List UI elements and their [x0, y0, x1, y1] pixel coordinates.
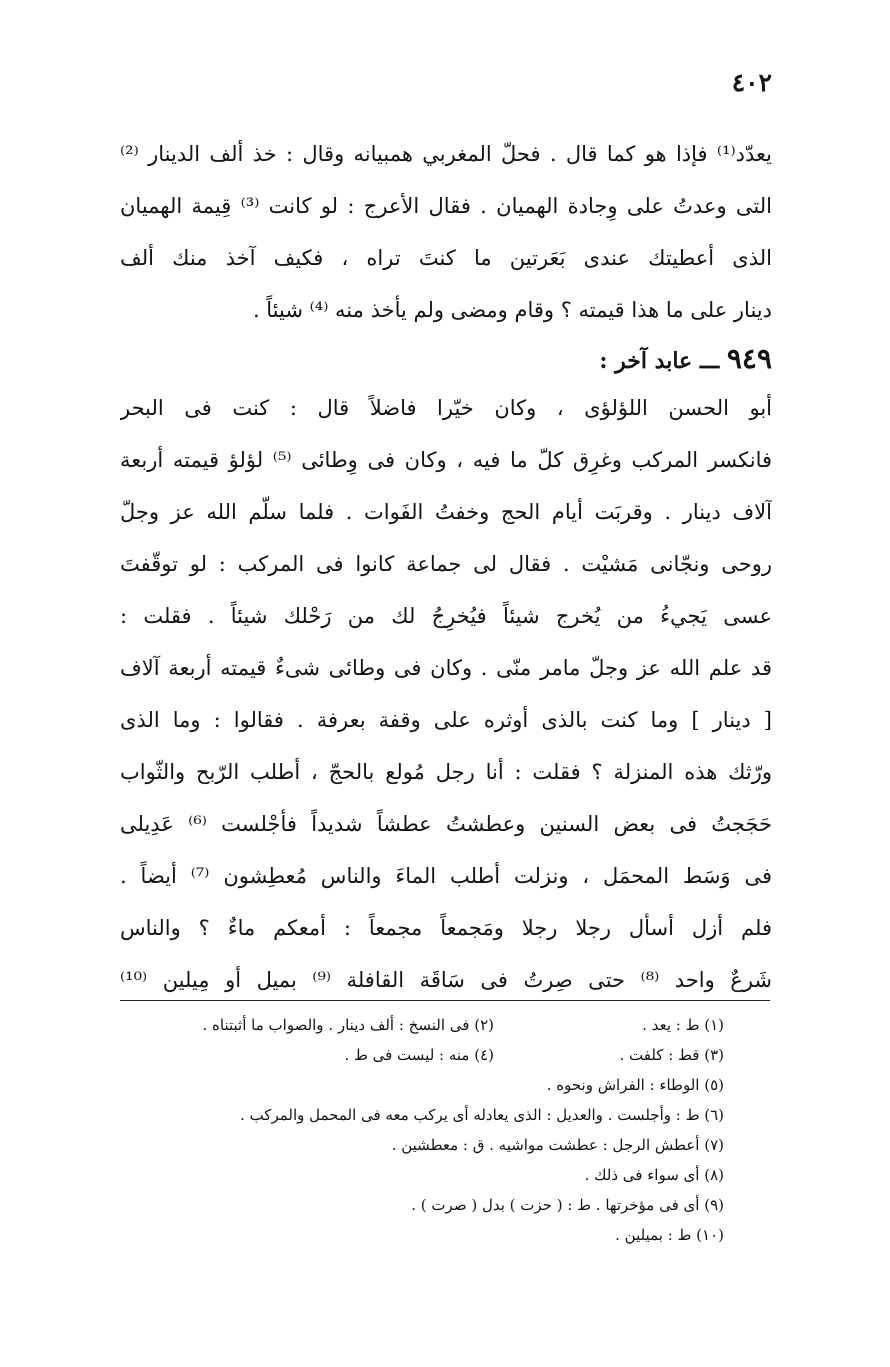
text-line: حَجَجتُ فى بعض السنين وعطشتُ عطشاً شديداً فأجْلست ⁽⁶⁾ عَدِيلى: [120, 812, 772, 836]
footnote: (٣) قط : كلفت .: [619, 1046, 724, 1064]
footnote: (١) ط : يعد .: [642, 1016, 724, 1034]
section-dash: ـــ: [699, 348, 720, 374]
footnote-row: [120, 1040, 724, 1070]
footnote-row: [120, 1010, 724, 1040]
footnote: (٨) أى سواء فى ذلك .: [584, 1166, 724, 1184]
footnote: (٧) أعطش الرجل : عطشت مواشيه . ق : معطشين .: [391, 1136, 724, 1154]
text-line: آلاف دينار . وقربَت أيام الحج وخفتُ الفَوات . فلما سلّم الله عز وجلّ: [120, 500, 772, 524]
text-line: الذى أعطيتك عندى بَعَرتين ما كنتَ تراه ، فكيف آخذ منك ألف: [120, 246, 772, 270]
footnote: (٥) الوطاء : الفراش ونحوه .: [546, 1076, 724, 1094]
page-number: ٤٠٢: [731, 68, 772, 97]
text-line: روحى ونجّانى مَشيْت . فقال لى جماعة كانوا فى المركب : لو توقّفتَ: [120, 552, 772, 576]
text-line: فلم أزل أسأل رجلا رجلا ومَجمعاً مجمعاً : أمعكم ماءٌ ؟ والناس: [120, 916, 772, 940]
text-line: التى وعدتُ على وِجادة الهميان . فقال الأعرج : لو كانت ⁽³⁾ قِيمة الهميان: [120, 194, 772, 218]
footnote: (٢) فى النسخ : ألف دينار . والصواب ما أثبتناه .: [202, 1016, 494, 1034]
section-title: عابد آخر :: [599, 348, 693, 374]
section-heading: [120, 336, 772, 382]
text-line: أبو الحسن اللؤلؤى ، وكان خيّرا فاضلاً قال : كنت فى البحر: [120, 396, 772, 420]
text-line: [ دينار ] وما كنت بالذى أوثره على وقفة بعرفة . فقالوا : وما الذى: [120, 708, 772, 732]
footnote: (٦) ط : وأجلست . والعديل : الذى يعادله أى يركب معه فى المحمل والمركب .: [240, 1106, 724, 1124]
footnote: (٤) منه : ليست فى ط .: [344, 1046, 494, 1064]
text-line: ورّثك هذه المنزلة ؟ فقلت : أنا رجل مُولع بالحجّ ، أطلب الرّبح والثّواب: [120, 760, 772, 784]
section-number: ٩٤٩: [726, 342, 772, 375]
text-line: قد علم الله عز وجلّ مامر منّى . وكان فى وطائى شىءٌ قيمته أربعة آلاف: [120, 656, 772, 680]
footnotes: [120, 1010, 724, 1250]
footnote: (١٠) ط : بميلين .: [615, 1226, 724, 1244]
text-line: دينار على ما هذا قيمته ؟ وقام ومضى ولم يأخذ منه ⁽⁴⁾ شيئاً .: [252, 298, 772, 322]
text-line: شَرعٌ واحد ⁽⁸⁾ حتى صِرتُ فى سَاقَة القافلة ⁽⁹⁾ بميل أو مِيلين ⁽¹⁰⁾: [120, 968, 772, 992]
footnote-divider: [120, 1000, 770, 1001]
text-line: يعدّد⁽¹⁾ فإذا هو كما قال . فحلّ المغربي همبيانه وقال : خذ ألف الدينار ⁽²⁾: [120, 142, 772, 166]
footnote: (٩) أى فى مؤخرتها . ط : ( حزت ) بدل ( صرت ) .: [411, 1196, 724, 1214]
text-line: عسى يَجيءُ من يُخرج شيئاً فيُخرِجُ لك من رَحْلك شيئاً . فقلت :: [120, 604, 772, 628]
text-line: فانكسر المركب وغرِق كلّ ما فيه ، وكان فى وِطائى ⁽⁵⁾ لؤلؤ قيمته أربعة: [120, 448, 772, 472]
text-line: فى وَسَط المحمَل ، ونزلت أطلب الماءَ والناس مُعطِشون ⁽⁷⁾ أيضاً .: [120, 864, 772, 888]
main-text: [120, 128, 772, 1006]
